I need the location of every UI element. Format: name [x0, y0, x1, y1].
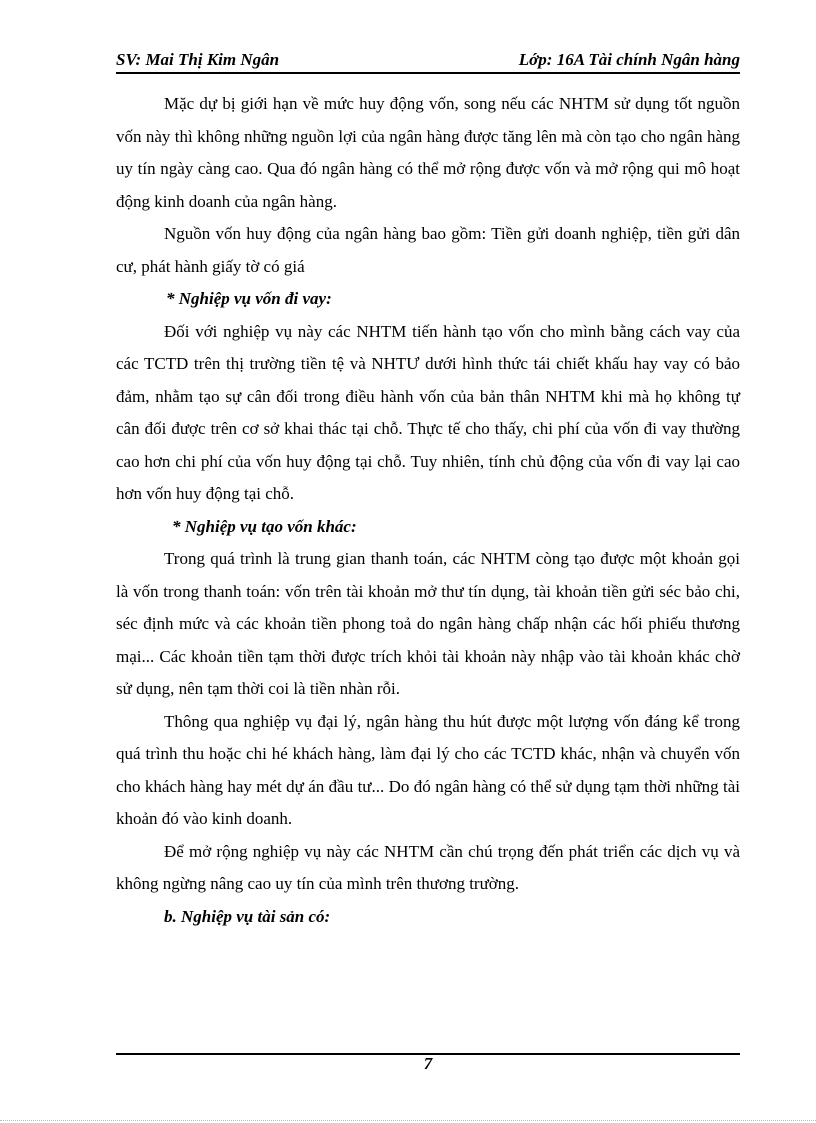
page-header — [116, 48, 740, 72]
section-heading-borrowed-capital: * Nghiệp vụ vốn đi vay: — [166, 289, 332, 308]
paragraph: Để mở rộng nghiệp vụ này các NHTM cần chú trọng đến phát triển các dịch vụ và không ngừng nâng cao uy tín của mình trên thương trường. — [116, 841, 740, 893]
header-student-name: SV: Mai Thị Kim Ngân — [116, 50, 280, 69]
section-heading-assets: b. Nghiệp vụ tài sản có: — [164, 906, 331, 926]
paragraph: Thông qua nghiệp vụ đại lý, ngân hàng thu hút được một lượng vốn đáng kể trong quá trình thu hoặc chi hé khách hàng, làm đại lý cho các TCTD khác, nhận và chuyển vốn cho khách hàng hay mét dự án đầu tư... Do đó ngân hàng có thể sử dụng tạm thời những tài khoản đó vào kinh doanh. — [116, 711, 740, 828]
section-heading-other-capital: * Nghiệp vụ tạo vốn khác: — [172, 516, 357, 536]
header-divider — [116, 72, 740, 74]
paragraph: Mặc dự bị giới hạn về mức huy động vốn, song nếu các NHTM sử dụng tốt nguồn vốn này thì không những nguồn lợi của ngân hàng được tăng lên mà còn tạo cho ngân hàng uy tín ngày càng cao. Qua đó ngân hàng có thể mở rộng được vốn và mở rộng qui mô hoạt động kinh doanh của ngân hàng. — [116, 94, 740, 211]
page-edge-dotted-line — [0, 1120, 816, 1121]
paragraph: Đối với nghiệp vụ này các NHTM tiến hành tạo vốn cho mình bằng cách vay của các TCTD trên thị trường tiền tệ và NHTƯ dưới hình thức tái chiết khấu hay vay có bảo đảm, nhằm tạo sự cân đối trong điều hành vốn của bản thân NHTM khi mà họ không tự cân đối được trên cơ sở khai thác tại chỗ. Thực tế cho thấy, chi phí của vốn đi vay thường cao hơn chi phí của vốn huy động tại chỗ. Tuy nhiên, tính chủ động của vốn đi vay lại cao hơn vốn huy động tại chỗ. — [116, 321, 740, 503]
page-number: 7 — [423, 1054, 433, 1073]
paragraph: Nguồn vốn huy động của ngân hàng bao gồm: Tiền gửi doanh nghiệp, tiền gửi dân cư, phát hành giấy tờ có giá — [116, 224, 740, 276]
document-body — [116, 88, 740, 933]
header-class-name: Lớp: 16A Tài chính Ngân hàng — [518, 50, 740, 69]
paragraph: Trong quá trình là trung gian thanh toán, các NHTM còng tạo được một khoản gọi là vốn trong thanh toán: vốn trên tài khoản mở thư tín dụng, tài khoản tiền gửi séc bảo chi, séc định mức và các khoản tiền phong toả do ngân hàng chấp nhận các hối phiếu thương mại... Các khoản tiền tạm thời được trích khỏi tài khoản này nhập vào tài khoản khác chờ sử dụng, nên tạm thời coi là tiền nhàn rỗi. — [116, 549, 740, 698]
